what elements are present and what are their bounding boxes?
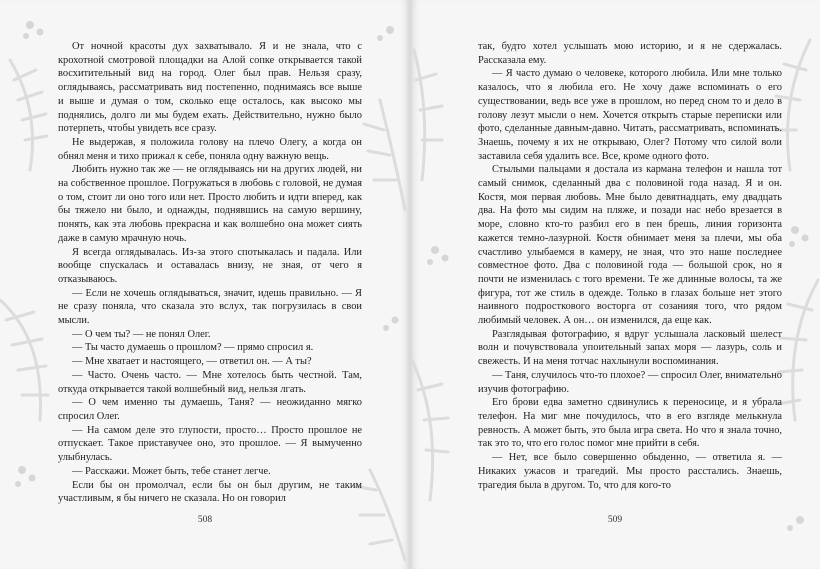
page-number: 508	[197, 515, 213, 525]
right-page-text	[478, 40, 782, 492]
paragraph: — Таня, случилось что-то плохое? — спросил Олег, внимательно изучив фотографию.	[478, 369, 782, 395]
paragraph: Не выдержав, я положила голову на плечо Олегу, а когда он обнял меня и тихо прижал к себе, поняла одну важную вещь.	[58, 136, 362, 162]
paragraph: — Если не хочешь оглядываться, значит, идешь правильно. — Я не сразу поняла, что сказала это вслух, так погрузилась в свои мысли.	[58, 287, 362, 327]
paragraph: Его брови едва заметно сдвинулись к переносице, и я убрала телефон. На миг мне почудилось, что в его взгляде мелькнула ревность. А может быть, это была игра света. Но что я знала точно, так это то, что его голос помог мне прийти в себя.	[478, 397, 782, 450]
paragraph: Любить нужно так же — не оглядываясь ни на других людей, ни на собственное прошлое. Погружаться в любовь с головой, не думая о том, стоит ли оно того или нет. Просто любить и идти вперед, как бы тяжело ни было, и однажды, поднявшись на самую вершину, понять, как эта любовь прекрасна и как волшебно она может сиять даже в самую мрачную ночь.	[58, 164, 362, 244]
paragraph: так, будто хотел услышать мою историю, и я не сдержалась. Рассказала ему.	[478, 41, 782, 66]
left-page-text	[58, 40, 362, 506]
paragraph: — На самом деле это глупости, просто… Просто прошлое не отпускает. Такое приставучее оно, это прошлое. — Я вымученно улыбнулась.	[58, 424, 362, 464]
paragraph: — Я часто думаю о человеке, которого любила. Или мне только казалось, что я любила его. Не хочу даже вспоминать о его существовании, ведь все уже в прошлом, но перед сном то и дело в голову лезут мысли о нем. Хочется открыть старые переписки или фото, сделанные давным-давно. Читать, рассматривать, вспоминать. Знаешь, почему я их не открываю, Олег? Потому что силой воли заставила себя удалить все. Все, кроме одного фото.	[478, 68, 782, 162]
paragraph: — Ты часто думаешь о прошлом? — прямо спросил я.	[72, 342, 314, 354]
paragraph: Разглядывая фотографию, я вдруг услышала ласковый шелест волн и почувствовала упоительный запах моря — лазурь, соль и свежесть. И на меня тотчас нахлынули воспоминания.	[478, 328, 782, 368]
paragraph: Стылыми пальцами я достала из кармана телефон и нашла тот самый снимок, сделанный два с половиной года назад. Я и он. Костя, моя первая любовь. Мне было девятнадцать, ему двадцать два. На фото мы сидим на пляже, и позади нас небо врезается в море, словно кто-то разбил его в пен брешь, линия горизонта кажется темно-лазурной. Костя обнимает меня за плечи, мы оба счастливо улыбаемся в камеру, не зная, что это наше последнее совместное фото. Два с половиной года — большой срок, но я почти не изменилась с того времени. Те же длинные волосы, та же фигура, тот же стиль в одежде. Только в глазах больше нет этого наивного подросткового восторга от созанияя того, что рядом любимый человек. А он… он изменился, да еще как.	[478, 164, 782, 327]
paragraph: — О чем ты? — не понял Олег.	[72, 328, 211, 340]
page-number: 509	[607, 515, 623, 525]
paragraph: — Часто. Очень часто. — Мне хотелось быть честной. Там, откуда открывается такой волшебный вид, нельзя лгать.	[58, 369, 362, 395]
paragraph: — О чем именно ты думаешь, Таня? — неожиданно мягко спросил Олег.	[58, 397, 362, 422]
right-page	[410, 0, 820, 569]
paragraph: Я всегда оглядывалась. Из-за этого спотыкалась и падала. Или вообще спускалась и оставалась внизу, не зная, от чего я отказываюсь.	[58, 246, 362, 285]
paragraph: — Расскажи. Может быть, тебе станет легче.	[72, 465, 271, 477]
paragraph: От ночной красоты дух захватывало. Я и не знала, что с крохотной смотровой площадки на Алой сопке открывается такой восхитительный вид на город. Олег был прав. Нельзя сразу, оглядываясь, рассматривать вид постепенно, поднимаясь все выше и выше и думая о том, сколько еще осталось, как высоко мы поднялись, долго ли мы будем ехать. Действительно, нужно было потерпеть, чтобы увидеть все сразу.	[58, 41, 362, 135]
paragraph: — Нет, все было совершенно обыденно, — ответила я. — Никаких ужасов и трагедий. Мы просто расстались. Знаешь, трагедия была в другом. То, что для кого-то	[478, 452, 782, 491]
paragraph: Если бы он промолчал, если бы он был другим, не таким участливым, я бы ничего не сказала. Но он говорил	[58, 479, 362, 505]
paragraph: — Мне хватает и настоящего, — ответил он. — А ты?	[72, 356, 312, 368]
